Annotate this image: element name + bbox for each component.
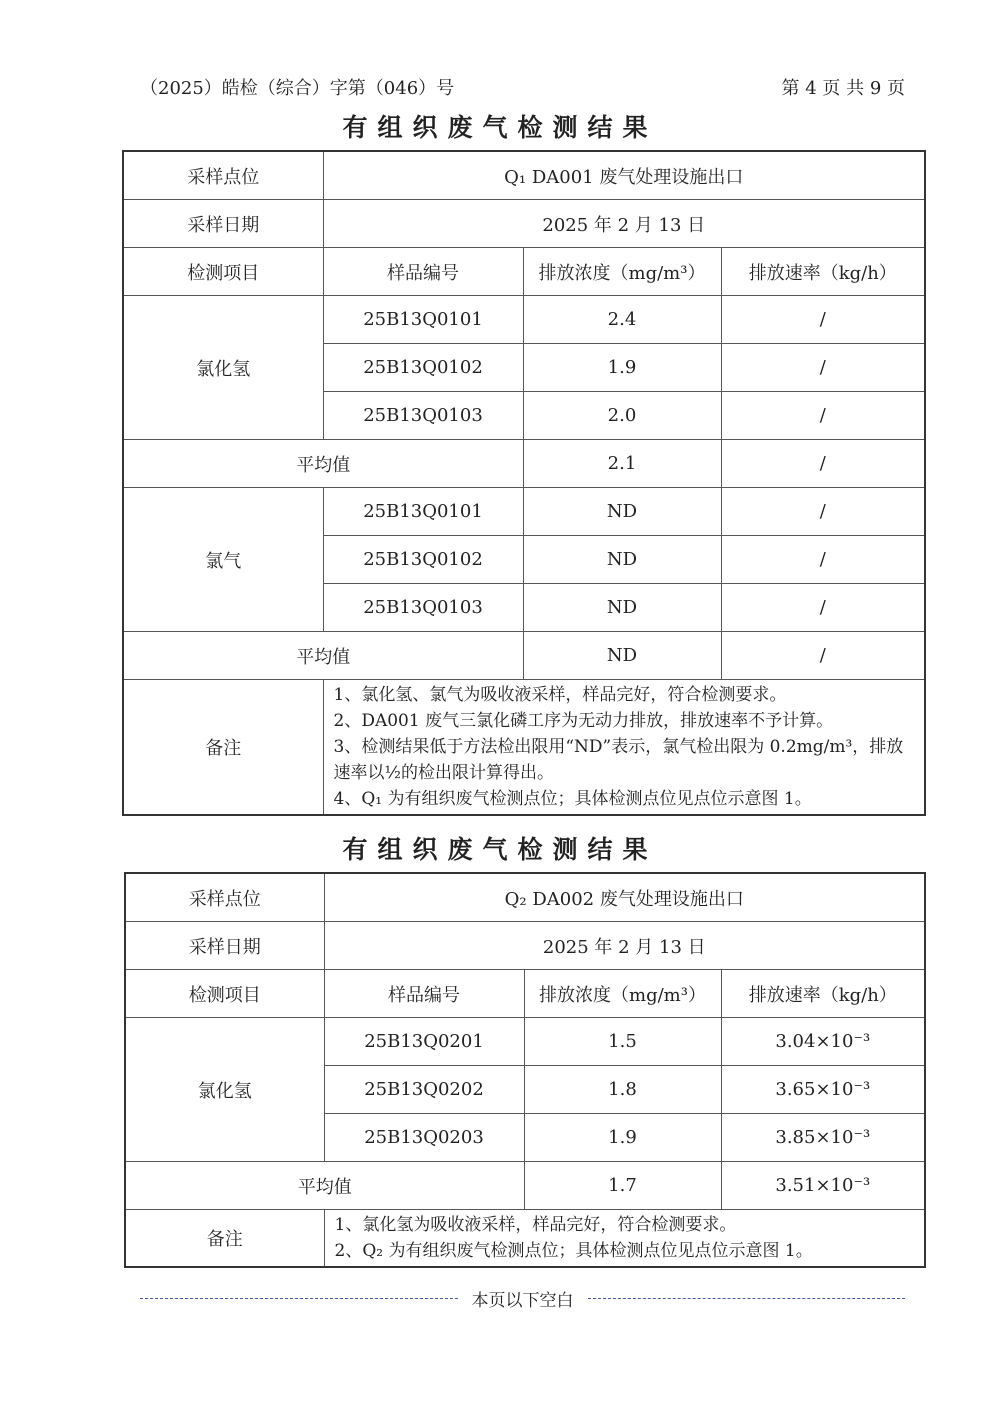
site-row [123,151,925,200]
average-row [125,1162,925,1210]
table-row [123,488,925,536]
site-label: 采样点位 [125,873,324,922]
notes-row [125,1210,925,1268]
sample-no-header: 样品编号 [324,970,524,1018]
sample-no-header: 样品编号 [323,248,523,296]
date-row [123,200,925,248]
page-footer [140,1286,905,1311]
sample-no: 25B13Q0103 [323,392,523,440]
rate-value: / [721,392,925,440]
date-value: 2025 年 2 月 13 日 [324,922,925,970]
date-row [125,922,925,970]
conc-header: 排放浓度（mg/m³） [524,970,721,1018]
header-row [125,970,925,1018]
average-rate: / [721,440,925,488]
rate-value: 3.65×10⁻³ [721,1066,925,1114]
item-name: 氯化氢 [123,296,323,440]
note-line: 3、检测结果低于方法检出限用“ND”表示，氯气检出限为 0.2mg/m³，排放速率以½的检出限计算得出。 [333,737,904,783]
dashed-line-right [588,1298,906,1299]
conc-value: 2.0 [523,392,721,440]
item-name: 氯化氢 [125,1018,324,1162]
sample-no: 25B13Q0201 [324,1018,524,1066]
note-line: 2、DA001 废气三氯化磷工序为无动力排放，排放速率不予计算。 [333,711,834,731]
conc-value: ND [523,584,721,632]
note-line: 4、Q₁ 为有组织废气检测点位；具体检测点位见点位示意图 1。 [333,789,812,809]
table2-title: 有组织废气检测结果 [342,835,658,864]
conc-value: 1.9 [524,1114,721,1162]
notes-label: 备注 [125,1210,324,1268]
site-value: Q₁ DA001 废气处理设施出口 [323,151,925,200]
table-row [125,1018,925,1066]
header-row [123,248,925,296]
average-conc: 1.7 [524,1162,721,1210]
rate-value: / [721,536,925,584]
page-number: 第 4 页 共 9 页 [781,78,905,99]
sample-no: 25B13Q0101 [323,488,523,536]
results-table-2 [124,872,926,1268]
dashed-line-left [140,1298,458,1299]
note-line: 1、氯化氢为吸收液采样，样品完好，符合检测要求。 [334,1215,737,1235]
average-row [123,632,925,680]
average-rate: 3.51×10⁻³ [721,1162,925,1210]
table1-title: 有组织废气检测结果 [342,113,658,142]
blank-below-text: 本页以下空白 [471,1291,574,1311]
site-value: Q₂ DA002 废气处理设施出口 [324,873,925,922]
rate-header: 排放速率（kg/h） [721,970,925,1018]
sample-no: 25B13Q0203 [324,1114,524,1162]
site-row [125,873,925,922]
conc-value: 2.4 [523,296,721,344]
note-line: 1、氯化氢、氯气为吸收液采样，样品完好，符合检测要求。 [333,685,787,705]
sample-no: 25B13Q0102 [323,536,523,584]
conc-value: 1.8 [524,1066,721,1114]
site-label: 采样点位 [123,151,323,200]
conc-value: 1.9 [523,344,721,392]
item-header: 检测项目 [125,970,324,1018]
average-conc: ND [523,632,721,680]
rate-header: 排放速率（kg/h） [721,248,925,296]
rate-value: / [721,488,925,536]
average-label: 平均值 [125,1162,524,1210]
date-label: 采样日期 [123,200,323,248]
conc-value: ND [523,488,721,536]
report-header [140,74,905,100]
sample-no: 25B13Q0102 [323,344,523,392]
conc-value: ND [523,536,721,584]
notes-content [323,680,925,816]
rate-value: / [721,296,925,344]
rate-value: / [721,584,925,632]
date-label: 采样日期 [125,922,324,970]
notes-row [123,680,925,816]
results-table-1 [122,150,926,816]
date-value: 2025 年 2 月 13 日 [323,200,925,248]
conc-header: 排放浓度（mg/m³） [523,248,721,296]
notes-content [324,1210,925,1268]
average-row [123,440,925,488]
average-label: 平均值 [123,440,523,488]
report-number: （2025）皓检（综合）字第（046）号 [140,78,455,99]
sample-no: 25B13Q0101 [323,296,523,344]
conc-value: 1.5 [524,1018,721,1066]
average-conc: 2.1 [523,440,721,488]
sample-no: 25B13Q0202 [324,1066,524,1114]
table-row [123,296,925,344]
sample-no: 25B13Q0103 [323,584,523,632]
average-label: 平均值 [123,632,523,680]
rate-value: 3.04×10⁻³ [721,1018,925,1066]
average-rate: / [721,632,925,680]
item-header: 检测项目 [123,248,323,296]
rate-value: / [721,344,925,392]
rate-value: 3.85×10⁻³ [721,1114,925,1162]
notes-label: 备注 [123,680,323,816]
note-line: 2、Q₂ 为有组织废气检测点位；具体检测点位见点位示意图 1。 [334,1241,813,1261]
item-name: 氯气 [123,488,323,632]
